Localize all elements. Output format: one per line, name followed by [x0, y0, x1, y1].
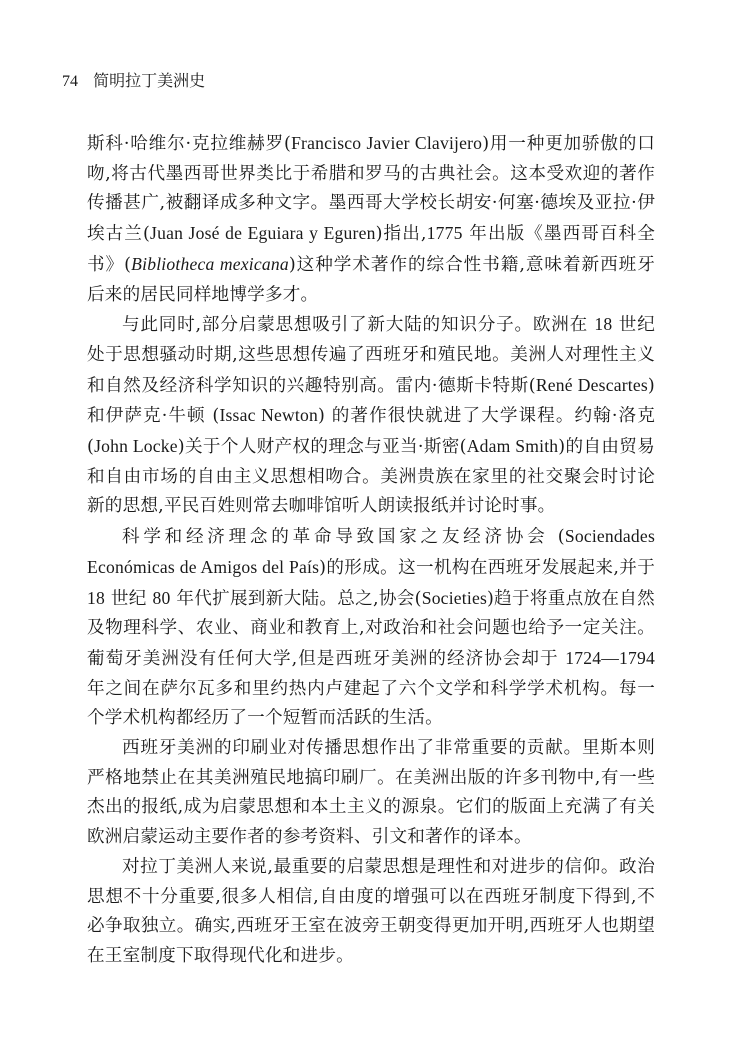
latin-text-run: 80: [152, 587, 171, 608]
latin-text-run: Francisco Javier Clavijero: [291, 133, 483, 153]
text-run: 对拉丁美洲人来说,最重要的启蒙思想是理性和对进步的信仰。政治思想不十分重要,很多人相信,自由度的增强可以在西班牙制度下得到,不必争取独立。确实,西班牙王室在波旁王朝变得更加开明,西班牙人也期望在王室制度下取得现代化和进步。: [87, 856, 655, 966]
latin-text-run: René Descartes: [535, 374, 648, 395]
text-run: 世纪: [105, 588, 153, 609]
paragraph: [87, 310, 655, 522]
text-run: )关于个人财产权的理念与亚当·斯密(: [177, 437, 467, 458]
text-run: )指出,: [375, 224, 427, 245]
latin-text-run: John Locke: [94, 436, 178, 457]
text-run: 世纪处于思想骚动时期,这些思想传遍了西班牙和殖民地。美洲人对理性主义和自然及经济科学知识的兴趣特别高。雷内·德斯卡特斯(: [87, 315, 655, 396]
text-run: 斯科·哈维尔·克拉维赫罗(: [87, 134, 292, 154]
latin-text-run: Societies: [421, 587, 488, 608]
latin-text-run: 1775: [426, 223, 463, 244]
book-title: 简明拉丁美洲史: [93, 71, 206, 90]
page-number: 74: [62, 73, 78, 90]
text-run: )趋于将重点放在自然及物理科学、农业、商业和教育上,对政治和社会问题也给予一定关注。葡萄牙美洲没有任何大学,但是西班牙美洲的经济协会却于: [87, 588, 655, 669]
text-run: )这种学术著作的综合性书籍,意味着新西班牙后来的居民同样地博学多才。: [87, 254, 655, 305]
latin-text-run: 1724—1794: [565, 647, 655, 668]
latin-text-run: Adam Smith: [466, 436, 559, 457]
text-run: 年代扩展到新大陆。总之,协会(: [170, 588, 422, 609]
latin-text-run: Issac Newton: [219, 405, 319, 426]
latin-text-run: 18: [594, 314, 613, 335]
text-run: )和伊萨克·牛顿 (: [87, 375, 655, 427]
latin-text-run: Bibliotheca mexicana: [131, 253, 289, 274]
paragraph: [87, 853, 655, 972]
running-header: [62, 70, 205, 93]
text-run: 与此同时,部分启蒙思想吸引了新大陆的知识分子。欧洲在: [122, 315, 595, 336]
text-run: 年出版《墨西哥百科全书》(: [87, 224, 655, 275]
text-run: 年之间在萨尔瓦多和里约热内卢建起了六个文学和科学学术机构。每一个学术机构都经历了一个短暂而活跃的生活。: [87, 678, 655, 729]
body-text: [87, 129, 655, 972]
paragraph: [87, 129, 655, 310]
text-run: 科学和经济理念的革命导致国家之友经济协会 (: [122, 527, 565, 548]
text-run: )的自由贸易和自由市场的自由主义思想相吻合。美洲贵族在家里的社交聚会时讨论新的思想,平民百姓则常去咖啡馆听人朗读报纸并讨论时事。: [87, 437, 655, 517]
text-run: )的形成。这一机构在西班牙发展起来,并于: [319, 557, 655, 578]
text-run: )用一种更加骄傲的口吻,将古代墨西哥世界类比于希腊和罗马的古典社会。这本受欢迎的著作传播甚广,被翻译成多种文字。墨西哥大学校长胡安·何塞·德埃及亚拉·伊埃古兰(: [87, 134, 655, 245]
paragraph: [87, 522, 655, 734]
latin-text-run: 18: [87, 587, 105, 608]
text-run: 西班牙美洲的印刷业对传播思想作出了非常重要的贡献。里斯本则严格地禁止在其美洲殖民地搞印刷厂。在美洲出版的许多刊物中,有一些杰出的报纸,成为启蒙思想和本土主义的源泉。它们的版面上充满了有关欧洲启蒙运动主要作者的参考资料、引文和著作的译本。: [87, 738, 655, 848]
paragraph: [87, 734, 655, 853]
text-run: ) 的著作很快就进了大学课程。约翰·洛克(: [87, 406, 655, 458]
latin-text-run: Juan José de Eguiara y Eguren: [150, 223, 376, 244]
latin-text-run: Sociendades Económicas de Amigos del País: [87, 526, 655, 577]
